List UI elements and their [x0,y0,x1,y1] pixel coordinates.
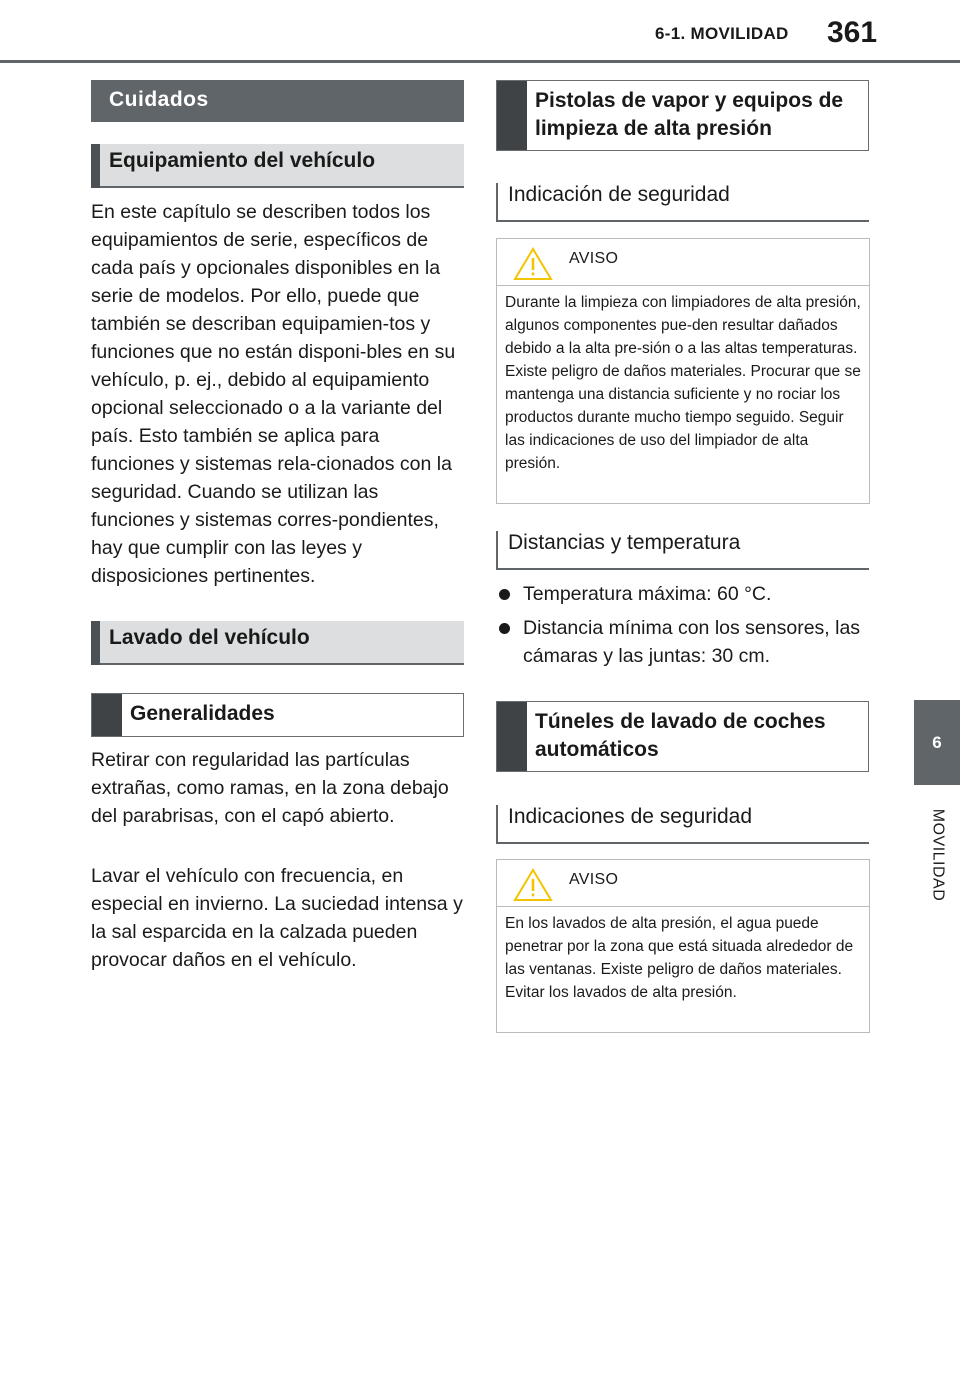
page-number: 361 [827,16,878,49]
warning-text: En los lavados de alta presión, el agua puede penetrar por la zona que está situada alrededor de las ventanas. Existe peligro de daños materiales. Evitar los lavados de alta presión. [505,915,854,1001]
subheading-distances: Distancias y temperatura [496,531,869,570]
warning-title: AVISO [569,871,619,888]
warning-triangle-icon [513,868,553,902]
chapter-tab[interactable]: 6 [914,700,960,785]
warning-triangle-icon [513,247,553,281]
paragraph-equipment: En este capítulo se describen todos los equipamientos de serie, específicos de cada país y opcionales disponibles en la serie de modelos. Por ello, puede que también se describan equipamien-tos y funciones que no están disponi-bles en su vehículo, p. ej., debido al equipamiento opcional seleccionado o a la variante del país. Esto también se aplica para funciones y sistemas rela-cionados con la seguridad. Cuando se utilizan las funciones y sistemas corres-pondientes, hay que cumplir con las leyes y disposiciones pertinentes. [91,201,456,587]
paragraph-general-2: Lavar el vehículo con frecuencia, en especial en invierno. La suciedad intensa y la sal esparcida en la calzada pueden provocar daños en el vehículo. [91,865,463,971]
list-item: Temperatura máxima: 60 °C. [496,580,868,608]
subheading-safety: Indicación de seguridad [496,183,869,222]
main-heading: Cuidados [91,80,464,122]
heading-tunnels: Túneles de lavado de coches automáticos [496,701,869,772]
warning-header [497,239,869,286]
heading-steam: Pistolas de vapor y equipos de limpieza de alta presión [496,80,869,151]
chapter-label-text: MOVILIDAD [929,808,947,902]
warning-title: AVISO [569,250,619,267]
list-item: Distancia mínima con los sensores, las cámaras y las juntas: 30 cm. [496,614,868,670]
subheading-safety-2: Indicaciones de seguridad [496,805,869,844]
section-title: 6-1. MOVILIDAD [655,24,789,43]
warning-text: Durante la limpieza con limpiadores de alta presión, algunos componentes pue-den resultar dañados debido a la alta pre-sión o a las altas temperaturas. Existe peligro de daños materiales. Procurar que se mantenga una distancia suficiente y no rociar los productos durante mucho tiempo seguido. Seguir las indicaciones de uso del limpiador de alta presión. [505,294,861,472]
header-rule [0,60,960,63]
bullet-list [496,580,868,676]
chapter-label [914,800,960,910]
paragraph-general-1: Retirar con regularidad las partículas extrañas, como ramas, en la zona debajo del parabrisas, con el capó abierto. [91,749,449,827]
heading-general: Generalidades [91,693,464,737]
heading-wash: Lavado del vehículo [91,621,464,665]
warning-box-2 [496,859,870,1033]
warning-header [497,860,869,907]
heading-equipment: Equipamiento del vehículo [91,144,464,188]
warning-box-1 [496,238,870,504]
